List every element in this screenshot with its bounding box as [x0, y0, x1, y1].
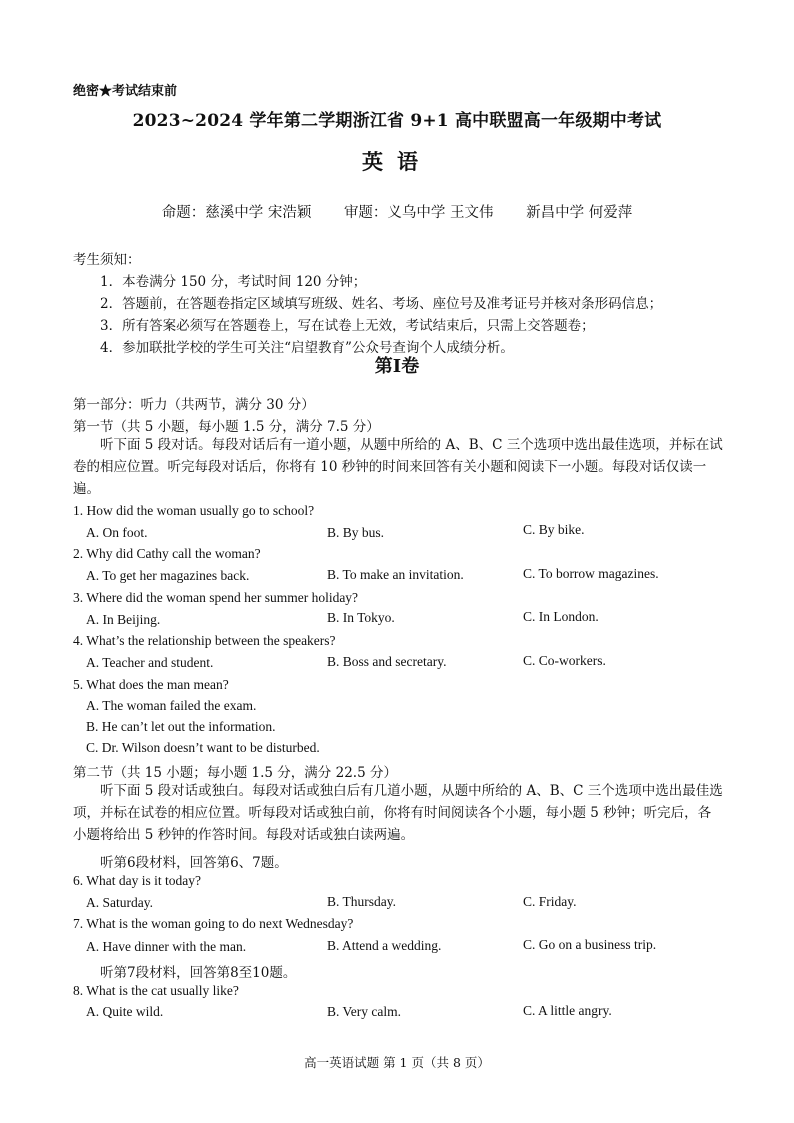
subject-title: 英语 [362, 149, 432, 174]
notice-item: 1．本卷满分 150 分，考试时间 120 分钟； [100, 274, 367, 290]
question-2: 2. Why did Cathy call the woman? [73, 546, 261, 561]
author-setter: 命题：慈溪中学 宋浩颖 [161, 205, 312, 221]
author-reviewer-2: 新昌中学 何爱萍 [526, 205, 633, 221]
q6-option-a: A. Saturday. [86, 895, 153, 910]
q8-option-a: A. Quite wild. [86, 1004, 164, 1019]
q6-option-b: B. Thursday. [327, 894, 396, 909]
notice-heading: 考生须知： [73, 252, 141, 268]
part1-title: 第一部分：听力（共两节，满分 30 分） [73, 397, 315, 413]
section2-title: 第二节（共 15 小题；每小题 1.5 分，满分 22.5 分） [73, 765, 397, 781]
q2-option-b: B. To make an invitation. [327, 567, 464, 582]
page-footer: 高一英语试题 第 1 页（共 8 页） [304, 1055, 490, 1070]
q3-option-a: A. In Beijing. [86, 612, 161, 627]
q3-option-c: C. In London. [523, 609, 599, 624]
section1-instructions: 听下面 5 段对话。每段对话后有一道小题，从题中所给的 A、B、C 三个选项中选出最佳选项，并标在试卷的相应位置。听完每段对话后，你将有 10 秒钟的时间来回答有关小题和阅读下一小题。每段对话仅读一遍。 [73, 437, 723, 497]
q5-option-a: A. The woman failed the exam. [86, 698, 257, 713]
q4-option-b: B. Boss and secretary. [327, 654, 447, 669]
section1-title: 第一节（共 5 小题，每小题 1.5 分，满分 7.5 分） [73, 419, 380, 435]
q2-option-c: C. To borrow magazines. [523, 566, 659, 581]
author-reviewer-1: 审题：义乌中学 王文伟 [343, 205, 494, 221]
question-6: 6. What day is it today? [73, 873, 201, 888]
q2-option-a: A. To get her magazines back. [86, 568, 250, 583]
q8-option-b: B. Very calm. [327, 1004, 401, 1019]
secret-mark: 绝密★考试结束前 [73, 84, 178, 99]
question-4: 4. What’s the relationship between the speakers? [73, 633, 336, 648]
q7-option-a: A. Have dinner with the man. [86, 939, 247, 954]
question-8: 8. What is the cat usually like? [73, 983, 239, 998]
q3-option-b: B. In Tokyo. [327, 610, 395, 625]
q6-option-c: C. Friday. [523, 894, 577, 909]
q4-option-c: C. Co-workers. [523, 653, 606, 668]
question-1: 1. How did the woman usually go to school? [73, 503, 315, 518]
volume-title: 第I卷 [374, 356, 420, 377]
q1-option-a: A. On foot. [86, 525, 148, 540]
section2-instructions: 听下面 5 段对话或独白。每段对话或独白后有几道小题，从题中所给的 A、B、C 三个选项中选出最佳选项，并标在试卷的相应位置。听每段对话或独白前，你将有时间阅读各个小题，每小题 5 秒钟；听完后，各小题将给出 5 秒钟的作答时间。每段对话或独白读两遍。 [73, 783, 723, 843]
q5-option-c: C. Dr. Wilson doesn’t want to be disturbed. [86, 740, 320, 755]
q4-option-a: A. Teacher and student. [86, 655, 214, 670]
q7-option-c: C. Go on a business trip. [523, 937, 657, 952]
notice-item: 3．所有答案必须写在答题卷上，写在试卷上无效，考试结束后，只需上交答题卷； [100, 318, 595, 334]
notice-item: 2．答题前，在答题卷指定区域填写班级、姓名、考场、座位号及准考证号并核对条形码信息； [100, 296, 663, 312]
q1-option-c: C. By bike. [523, 522, 585, 537]
q8-option-c: C. A little angry. [523, 1003, 612, 1018]
notice-item: 4．参加联批学校的学生可关注“启望教育”公众号查询个人成绩分析。 [100, 340, 514, 356]
q5-option-b: B. He can’t let out the information. [86, 719, 276, 734]
question-3: 3. Where did the woman spend her summer holiday? [73, 590, 359, 605]
material-note-7: 听第7段材料，回答第8至10题。 [100, 965, 297, 981]
exam-title: 2023~2024 学年第二学期浙江省 9+1 高中联盟高一年级期中考试 [132, 111, 662, 131]
q1-option-b: B. By bus. [327, 525, 385, 540]
question-5: 5. What does the man mean? [73, 677, 229, 692]
q7-option-b: B. Attend a wedding. [327, 938, 442, 953]
authors-line [0, 201, 794, 222]
question-7: 7. What is the woman going to do next Wednesday? [73, 916, 354, 931]
material-note-6: 听第6段材料，回答第6、7题。 [100, 855, 288, 871]
